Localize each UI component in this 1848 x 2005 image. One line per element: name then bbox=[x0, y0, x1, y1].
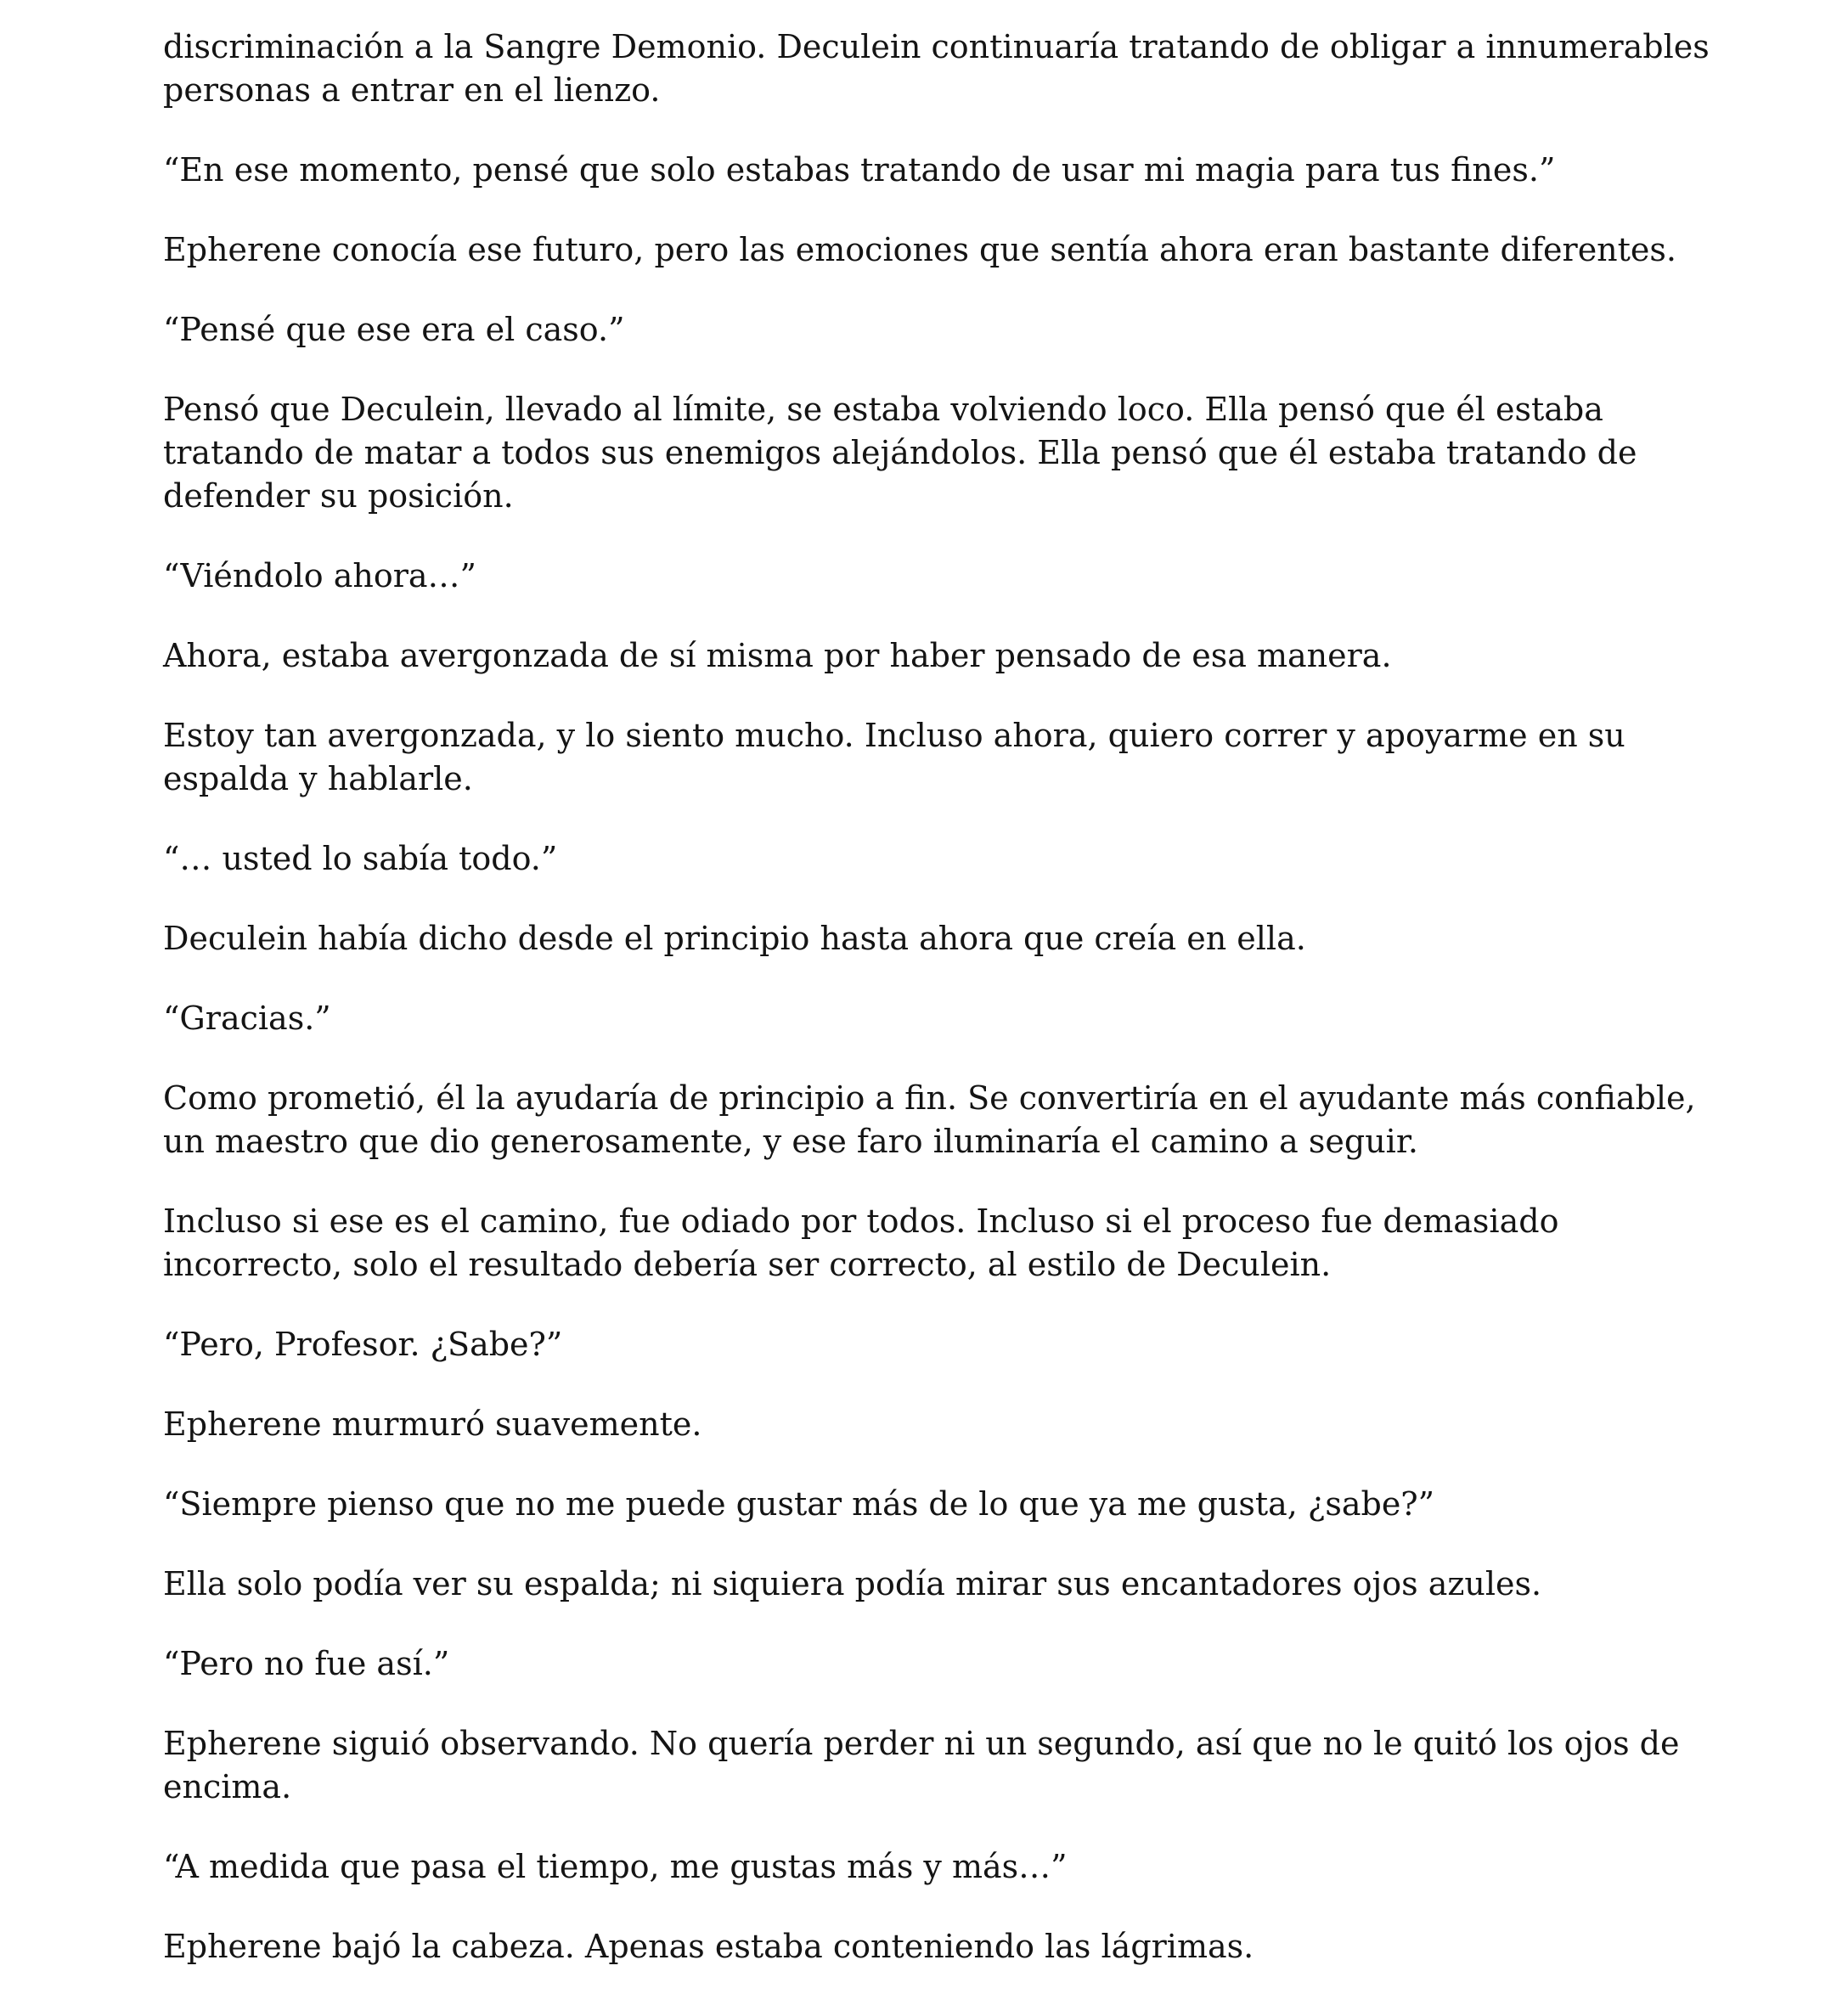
paragraph: Pensó que Deculein, llevado al límite, se estaba volviendo loco. Ella pensó que él estaba tratando de matar a todos sus enemigos alejándolos. Ella pensó que él estaba tratando de defender su posición. bbox=[163, 391, 1637, 515]
paragraph: Incluso si ese es el camino, fue odiado por todos. Incluso si el proceso fue demasiado incorrecto, solo el resultado debería ser correcto, al estilo de Deculein. bbox=[163, 1202, 1559, 1283]
paragraph: “Pero, Profesor. ¿Sabe?” bbox=[163, 1326, 563, 1363]
paragraph: Ella solo podía ver su espalda; ni siquiera podía mirar sus encantadores ojos azules. bbox=[163, 1565, 1542, 1602]
paragraph: “Gracias.” bbox=[163, 1000, 331, 1037]
paragraph: Como prometió, él la ayudaría de principio a fin. Se convertiría en el ayudante más confiable, un maestro que dio generosamente, y ese faro iluminaría el camino a seguir. bbox=[163, 1079, 1696, 1160]
paragraph: “Viéndolo ahora…” bbox=[163, 557, 476, 594]
paragraph: “Pero no fue así.” bbox=[163, 1645, 450, 1682]
paragraph: Estoy tan avergonzada, y lo siento mucho. Incluso ahora, quiero correr y apoyarme en su espalda y hablarle. bbox=[163, 717, 1625, 797]
paragraph: “Siempre pienso que no me puede gustar más de lo que ya me gusta, ¿sabe?” bbox=[163, 1485, 1435, 1523]
paragraph: Epherene siguió observando. No quería perder ni un segundo, así que no le quitó los ojos de encima. bbox=[163, 1725, 1680, 1805]
paragraph: “Pensé que ese era el caso.” bbox=[163, 311, 625, 348]
paragraph: Epherene conocía ese futuro, pero las emociones que sentía ahora eran bastante diferentes. bbox=[163, 231, 1676, 268]
paragraph: Deculein había dicho desde el principio hasta ahora que creía en ella. bbox=[163, 920, 1306, 957]
paragraph: Epherene bajó la cabeza. Apenas estaba conteniendo las lágrimas. bbox=[163, 1928, 1254, 1965]
paragraph: “En ese momento, pensé que solo estabas tratando de usar mi magia para tus fines.” bbox=[163, 151, 1556, 189]
paragraph: Ahora, estaba avergonzada de sí misma por haber pensado de esa manera. bbox=[163, 637, 1392, 674]
paragraph: “… usted lo sabía todo.” bbox=[163, 840, 558, 877]
document-page bbox=[163, 25, 1717, 2005]
paragraph: discriminación a la Sangre Demonio. Deculein continuaría tratando de obligar a innumerables personas a entrar en el lienzo. bbox=[163, 28, 1710, 109]
paragraph: “A medida que pasa el tiempo, me gustas más y más…” bbox=[163, 1848, 1068, 1885]
paragraph: Epherene murmuró suavemente. bbox=[163, 1405, 702, 1443]
